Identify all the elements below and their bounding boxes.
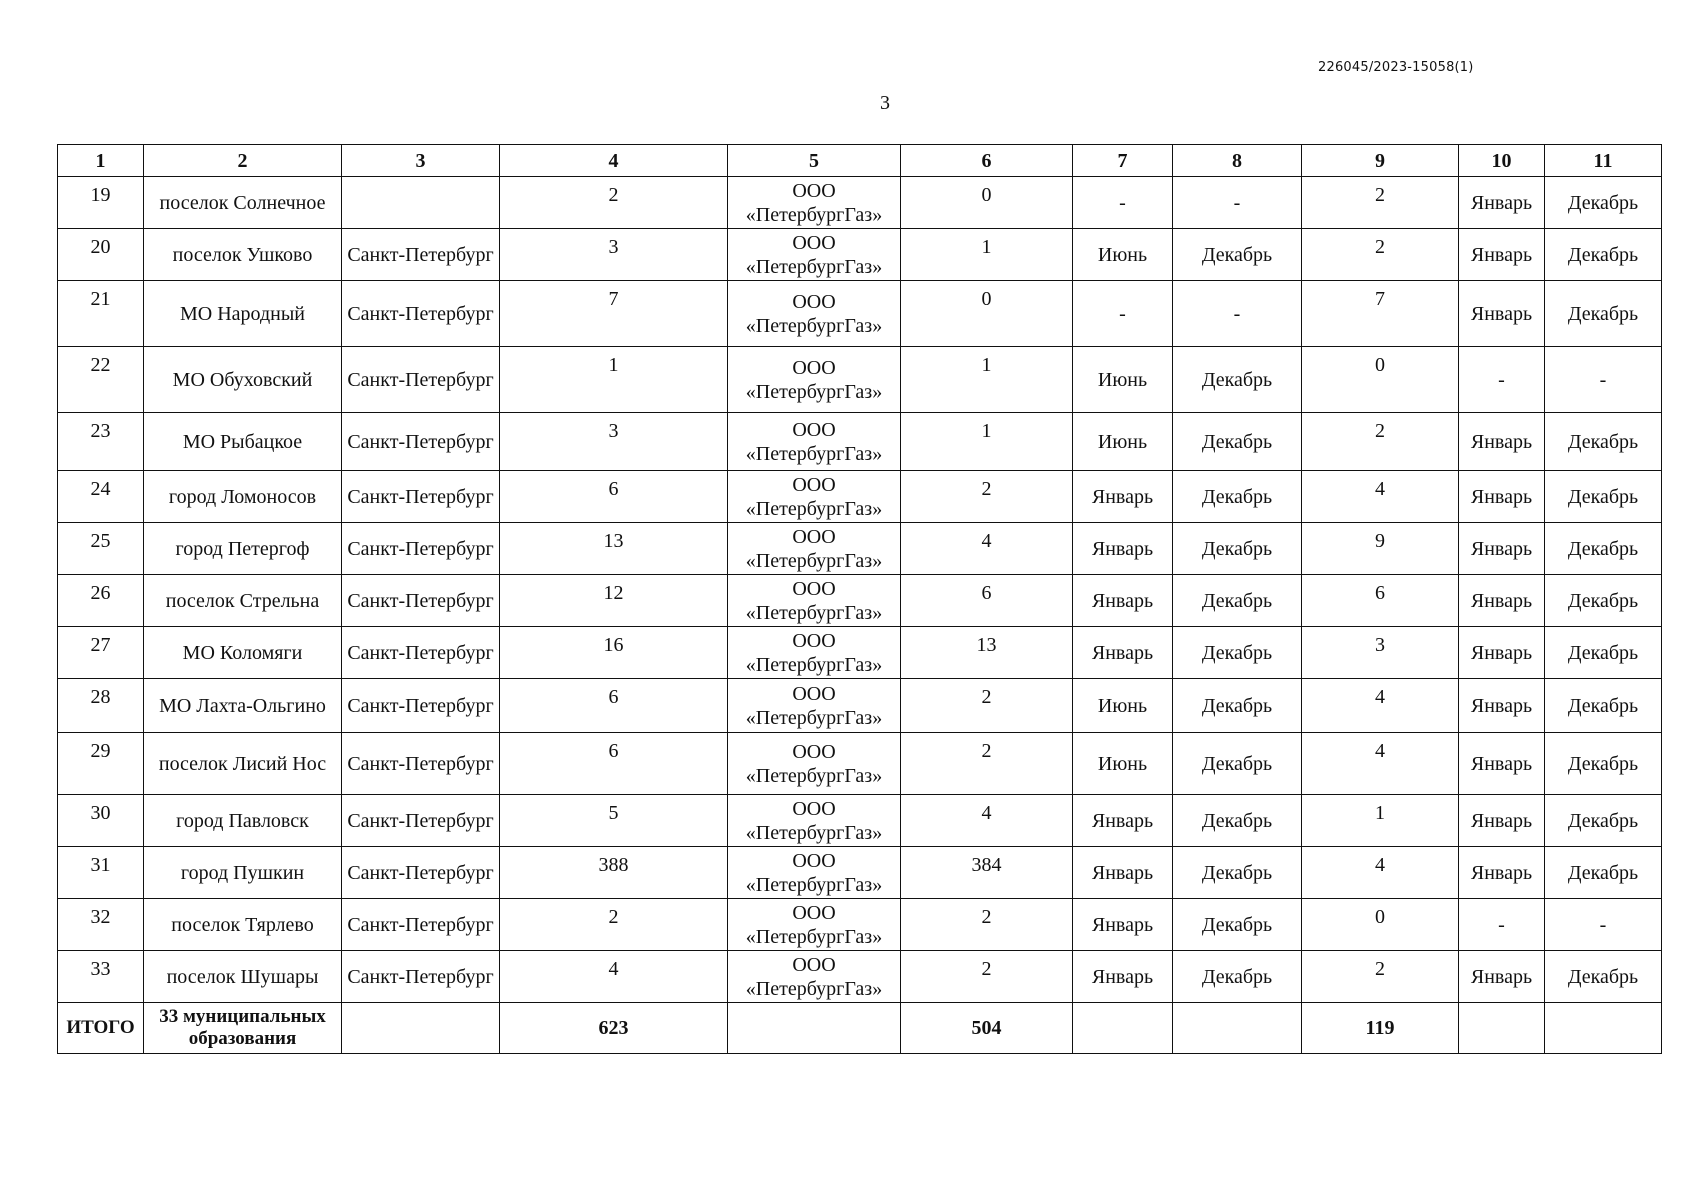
col4-value: 7 [500, 281, 728, 347]
row-number: 30 [58, 795, 144, 847]
col11-month: Декабрь [1545, 413, 1662, 471]
col7-month: Январь [1073, 471, 1173, 523]
col9-value: 3 [1302, 627, 1459, 679]
region: Санкт-Петербург [342, 679, 500, 733]
col10-month: Январь [1459, 627, 1545, 679]
table-body [58, 177, 1662, 1003]
table-row [58, 847, 1662, 899]
total-cell-empty [342, 1003, 500, 1054]
col11-month: Декабрь [1545, 733, 1662, 795]
col8-month: - [1173, 177, 1302, 229]
table-row [58, 733, 1662, 795]
municipality-name: МО Рыбацкое [144, 413, 342, 471]
total-cell-empty [728, 1003, 901, 1054]
region: Санкт-Петербург [342, 899, 500, 951]
col11-month: Декабрь [1545, 229, 1662, 281]
organization [728, 575, 901, 627]
organization [728, 523, 901, 575]
col8-month: Декабрь [1173, 471, 1302, 523]
total-row [58, 1003, 1662, 1054]
header-cell: 1 [58, 145, 144, 177]
col9-value: 1 [1302, 795, 1459, 847]
col8-month: Декабрь [1173, 627, 1302, 679]
municipality-name: МО Народный [144, 281, 342, 347]
organization-name: «ПетербургГаз» [745, 601, 883, 624]
col4-value: 388 [500, 847, 728, 899]
table-row [58, 575, 1662, 627]
organization-type: ООО [792, 740, 836, 763]
row-number: 29 [58, 733, 144, 795]
col4-value: 16 [500, 627, 728, 679]
col7-month: Январь [1073, 795, 1173, 847]
col8-month: Декабрь [1173, 733, 1302, 795]
col11-month: Декабрь [1545, 951, 1662, 1003]
header-cell: 9 [1302, 145, 1459, 177]
row-number: 32 [58, 899, 144, 951]
col6-value: 0 [901, 177, 1073, 229]
col8-month: Декабрь [1173, 413, 1302, 471]
organization-name: «ПетербургГаз» [745, 380, 883, 403]
col10-month: Январь [1459, 795, 1545, 847]
table-row [58, 679, 1662, 733]
organization [728, 347, 901, 413]
municipality-name: поселок Шушары [144, 951, 342, 1003]
col10-month: Январь [1459, 733, 1545, 795]
col10-month: Январь [1459, 575, 1545, 627]
header-cell: 5 [728, 145, 901, 177]
col8-month: Декабрь [1173, 795, 1302, 847]
header-cell: 7 [1073, 145, 1173, 177]
organization [728, 281, 901, 347]
organization-name: «ПетербургГаз» [745, 442, 883, 465]
organization [728, 627, 901, 679]
municipality-name: МО Коломяги [144, 627, 342, 679]
col6-value: 2 [901, 679, 1073, 733]
col9-value: 2 [1302, 413, 1459, 471]
region: Санкт-Петербург [342, 575, 500, 627]
organization [728, 795, 901, 847]
organization [728, 733, 901, 795]
header-cell: 3 [342, 145, 500, 177]
col8-month: - [1173, 281, 1302, 347]
col11-month: Декабрь [1545, 575, 1662, 627]
organization-type: ООО [792, 418, 836, 441]
organization [728, 679, 901, 733]
header-cell: 4 [500, 145, 728, 177]
col9-value: 4 [1302, 733, 1459, 795]
data-table [57, 144, 1662, 1054]
organization-type: ООО [792, 682, 836, 705]
col7-month: Январь [1073, 951, 1173, 1003]
col4-value: 1 [500, 347, 728, 413]
table-row [58, 795, 1662, 847]
municipality-name: город Павловск [144, 795, 342, 847]
col4-value: 6 [500, 471, 728, 523]
col6-value: 4 [901, 523, 1073, 575]
organization [728, 951, 901, 1003]
col4-value: 13 [500, 523, 728, 575]
organization-type: ООО [792, 629, 836, 652]
total-cell-empty [1073, 1003, 1173, 1054]
col6-value: 2 [901, 733, 1073, 795]
col11-month: - [1545, 899, 1662, 951]
municipality-name: МО Обуховский [144, 347, 342, 413]
region: Санкт-Петербург [342, 229, 500, 281]
col10-month: - [1459, 899, 1545, 951]
col4-value: 12 [500, 575, 728, 627]
col6-value: 1 [901, 229, 1073, 281]
col9-value: 2 [1302, 229, 1459, 281]
col10-month: Январь [1459, 951, 1545, 1003]
header-row [58, 145, 1662, 177]
total-label: ИТОГО [58, 1003, 144, 1054]
col6-value: 2 [901, 899, 1073, 951]
table-footer [58, 1003, 1662, 1054]
col9-value: 9 [1302, 523, 1459, 575]
col4-value: 4 [500, 951, 728, 1003]
col6-value: 384 [901, 847, 1073, 899]
table-row [58, 229, 1662, 281]
organization-type: ООО [792, 356, 836, 379]
col10-month: Январь [1459, 679, 1545, 733]
col11-month: Декабрь [1545, 471, 1662, 523]
organization-type: ООО [792, 179, 836, 202]
table-row [58, 951, 1662, 1003]
header-cell: 2 [144, 145, 342, 177]
col6-value: 1 [901, 413, 1073, 471]
col7-month: Январь [1073, 899, 1173, 951]
organization [728, 177, 901, 229]
row-number: 24 [58, 471, 144, 523]
region: Санкт-Петербург [342, 347, 500, 413]
municipality-name: город Петергоф [144, 523, 342, 575]
col7-month: - [1073, 281, 1173, 347]
col4-value: 3 [500, 229, 728, 281]
region: Санкт-Петербург [342, 413, 500, 471]
row-number: 28 [58, 679, 144, 733]
total-cell-empty [1173, 1003, 1302, 1054]
table-row [58, 899, 1662, 951]
col6-value: 1 [901, 347, 1073, 413]
col8-month: Декабрь [1173, 347, 1302, 413]
table-row [58, 471, 1662, 523]
total-cell-empty [1459, 1003, 1545, 1054]
total-col9: 119 [1302, 1003, 1459, 1054]
col8-month: Декабрь [1173, 229, 1302, 281]
region: Санкт-Петербург [342, 281, 500, 347]
col10-month: - [1459, 347, 1545, 413]
table-row [58, 413, 1662, 471]
col10-month: Январь [1459, 847, 1545, 899]
row-number: 22 [58, 347, 144, 413]
table-header [58, 145, 1662, 177]
col9-value: 2 [1302, 177, 1459, 229]
col6-value: 2 [901, 471, 1073, 523]
organization-name: «ПетербургГаз» [745, 821, 883, 844]
organization-name: «ПетербургГаз» [745, 255, 883, 278]
col11-month: Декабрь [1545, 177, 1662, 229]
col9-value: 0 [1302, 347, 1459, 413]
organization [728, 847, 901, 899]
row-number: 23 [58, 413, 144, 471]
col7-month: Январь [1073, 523, 1173, 575]
organization-type: ООО [792, 849, 836, 872]
organization-name: «ПетербургГаз» [745, 549, 883, 572]
col4-value: 3 [500, 413, 728, 471]
organization-name: «ПетербургГаз» [745, 706, 883, 729]
col9-value: 6 [1302, 575, 1459, 627]
col11-month: Декабрь [1545, 281, 1662, 347]
total-cell-empty [1545, 1003, 1662, 1054]
col8-month: Декабрь [1173, 899, 1302, 951]
table-row [58, 523, 1662, 575]
organization-name: «ПетербургГаз» [745, 925, 883, 948]
region: Санкт-Петербург [342, 951, 500, 1003]
col4-value: 5 [500, 795, 728, 847]
col10-month: Январь [1459, 177, 1545, 229]
region [342, 177, 500, 229]
organization-type: ООО [792, 577, 836, 600]
organization-name: «ПетербургГаз» [745, 764, 883, 787]
col9-value: 4 [1302, 679, 1459, 733]
total-col6: 504 [901, 1003, 1073, 1054]
municipality-name: поселок Солнечное [144, 177, 342, 229]
col9-value: 7 [1302, 281, 1459, 347]
col6-value: 13 [901, 627, 1073, 679]
organization-name: «ПетербургГаз» [745, 653, 883, 676]
col7-month: Июнь [1073, 733, 1173, 795]
organization-name: «ПетербургГаз» [745, 497, 883, 520]
col11-month: Декабрь [1545, 523, 1662, 575]
col9-value: 4 [1302, 471, 1459, 523]
col7-month: Июнь [1073, 679, 1173, 733]
col8-month: Декабрь [1173, 679, 1302, 733]
organization-type: ООО [792, 953, 836, 976]
col4-value: 2 [500, 899, 728, 951]
col10-month: Январь [1459, 413, 1545, 471]
organization [728, 471, 901, 523]
organization-type: ООО [792, 797, 836, 820]
municipality-name: город Ломоносов [144, 471, 342, 523]
row-number: 20 [58, 229, 144, 281]
municipality-name: поселок Лисий Нос [144, 733, 342, 795]
row-number: 21 [58, 281, 144, 347]
col8-month: Декабрь [1173, 575, 1302, 627]
col7-month: Июнь [1073, 229, 1173, 281]
col4-value: 2 [500, 177, 728, 229]
col11-month: Декабрь [1545, 795, 1662, 847]
col8-month: Декабрь [1173, 951, 1302, 1003]
col6-value: 0 [901, 281, 1073, 347]
organization-type: ООО [792, 901, 836, 924]
col11-month: - [1545, 347, 1662, 413]
col4-value: 6 [500, 679, 728, 733]
region: Санкт-Петербург [342, 523, 500, 575]
organization-type: ООО [792, 525, 836, 548]
col10-month: Январь [1459, 281, 1545, 347]
header-cell: 8 [1173, 145, 1302, 177]
region: Санкт-Петербург [342, 847, 500, 899]
row-number: 33 [58, 951, 144, 1003]
total-col4: 623 [500, 1003, 728, 1054]
municipality-name: поселок Ушково [144, 229, 342, 281]
col7-month: Январь [1073, 575, 1173, 627]
municipality-name: поселок Тярлево [144, 899, 342, 951]
organization [728, 413, 901, 471]
row-number: 19 [58, 177, 144, 229]
row-number: 25 [58, 523, 144, 575]
organization [728, 229, 901, 281]
col7-month: Июнь [1073, 413, 1173, 471]
region: Санкт-Петербург [342, 733, 500, 795]
document-id-stamp: 226045/2023-15058(1) [1318, 60, 1474, 75]
col11-month: Декабрь [1545, 627, 1662, 679]
organization-type: ООО [792, 473, 836, 496]
organization-name: «ПетербургГаз» [745, 977, 883, 1000]
table-row [58, 627, 1662, 679]
col10-month: Январь [1459, 229, 1545, 281]
organization-type: ООО [792, 290, 836, 313]
table-row [58, 281, 1662, 347]
row-number: 27 [58, 627, 144, 679]
organization-name: «ПетербургГаз» [745, 203, 883, 226]
row-number: 26 [58, 575, 144, 627]
region: Санкт-Петербург [342, 627, 500, 679]
header-cell: 6 [901, 145, 1073, 177]
col7-month: Январь [1073, 847, 1173, 899]
page-number: 3 [880, 92, 890, 114]
col8-month: Декабрь [1173, 523, 1302, 575]
col7-month: - [1073, 177, 1173, 229]
municipality-name: город Пушкин [144, 847, 342, 899]
col4-value: 6 [500, 733, 728, 795]
col10-month: Январь [1459, 523, 1545, 575]
organization-name: «ПетербургГаз» [745, 873, 883, 896]
organization-name: «ПетербургГаз» [745, 314, 883, 337]
municipality-name: поселок Стрельна [144, 575, 342, 627]
organization [728, 899, 901, 951]
col7-month: Январь [1073, 627, 1173, 679]
total-mo-count: 33 муниципальных образования [144, 1003, 342, 1054]
col9-value: 4 [1302, 847, 1459, 899]
municipality-name: МО Лахта-Ольгино [144, 679, 342, 733]
col8-month: Декабрь [1173, 847, 1302, 899]
col11-month: Декабрь [1545, 847, 1662, 899]
col6-value: 6 [901, 575, 1073, 627]
col6-value: 2 [901, 951, 1073, 1003]
row-number: 31 [58, 847, 144, 899]
col9-value: 0 [1302, 899, 1459, 951]
col11-month: Декабрь [1545, 679, 1662, 733]
header-cell: 10 [1459, 145, 1545, 177]
col10-month: Январь [1459, 471, 1545, 523]
region: Санкт-Петербург [342, 795, 500, 847]
col9-value: 2 [1302, 951, 1459, 1003]
table-row [58, 347, 1662, 413]
region: Санкт-Петербург [342, 471, 500, 523]
table-row [58, 177, 1662, 229]
header-cell: 11 [1545, 145, 1662, 177]
col6-value: 4 [901, 795, 1073, 847]
organization-type: ООО [792, 231, 836, 254]
col7-month: Июнь [1073, 347, 1173, 413]
